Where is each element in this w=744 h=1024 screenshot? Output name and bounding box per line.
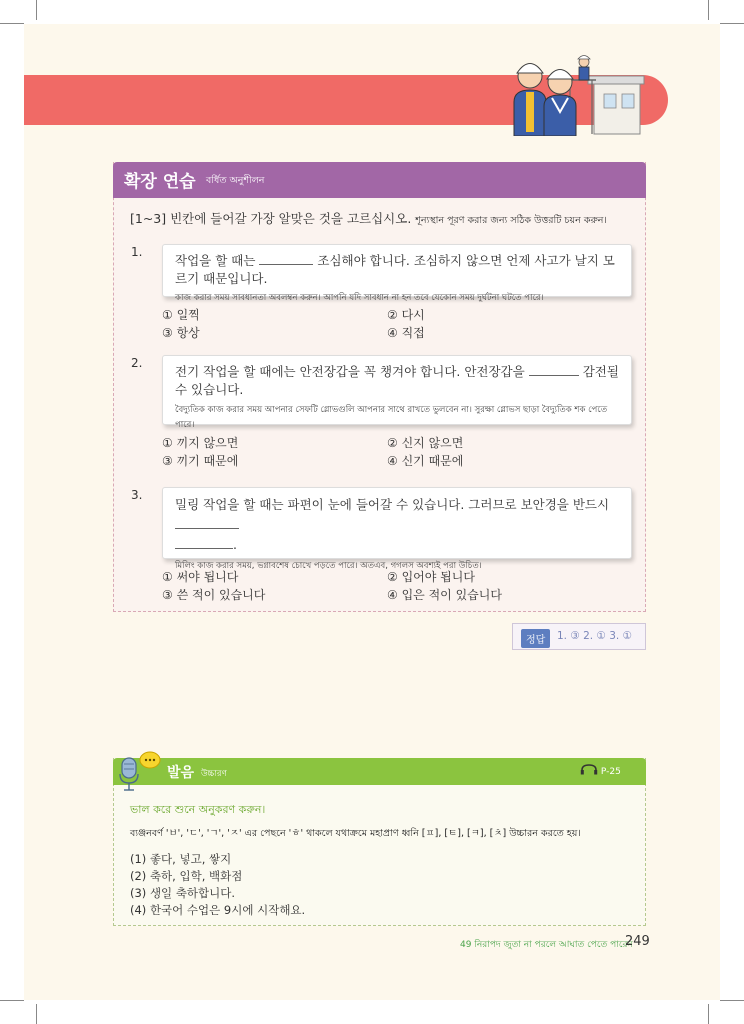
answer-label: 정답 bbox=[521, 629, 550, 648]
option-4[interactable]: ④ 신기 때문에 bbox=[387, 454, 464, 468]
microphone-icon bbox=[118, 750, 162, 792]
question-text-before: 밀링 작업을 할 때는 파편이 눈에 들어갈 수 있습니다. 그러므로 보안경을 반드시 bbox=[175, 497, 610, 512]
headphones-icon bbox=[580, 764, 598, 775]
answer-key bbox=[512, 623, 646, 650]
extension-practice-header bbox=[113, 162, 646, 198]
instruction-bengali: শূন্যস্থান পূরণ করার জন্য সঠিক উত্তরটি চয়ন করুন। bbox=[415, 215, 607, 226]
question-text-after: 조심해야 합니다. 조심하지 않으면 언제 사고가 날지 모르기 때문입니다. bbox=[175, 253, 615, 286]
crop-mark bbox=[36, 0, 37, 20]
chapter-title: 49 নিরাপদ জুতা না পরলে আঘাত পেতে পারেন bbox=[460, 940, 633, 950]
track-number: P-25 bbox=[600, 767, 621, 777]
option-2[interactable]: ② 신지 않으면 bbox=[387, 436, 464, 450]
question-text bbox=[175, 252, 621, 288]
instruction-korean: [1~3] 빈칸에 들어갈 가장 알맞은 것을 고르십시오. bbox=[130, 211, 412, 226]
option-4[interactable]: ④ 입은 적이 있습니다 bbox=[387, 588, 502, 602]
question-translation: বৈদ্যুতিক কাজ করার সময় আপনার সেফটি গ্লোভগুলি আপনার সাথে রাখতে ভুলবেন না। সুরক্ষা গ্লোভস ছাড়া বৈদ্যুতিক শক পেতে পারে। bbox=[175, 405, 608, 430]
question-translation: কাজ করার সময় সাবধানতা অবলম্বন করুন। আপনি যদি সাবধান না হন তবে যেকোন সময় দুর্ঘটনা ঘটতে পারে। bbox=[175, 293, 544, 303]
answer-blank bbox=[259, 253, 313, 265]
section-title: 발음 bbox=[167, 765, 195, 781]
pronunciation-rule: ব্যঞ্জনবর্ণ 'ㅂ', 'ㄷ', 'ㄱ', 'ㅈ' এর পেছনে 'ㅎ' থাকলে যথাক্রমে মহাপ্রাণ ধ্বনি [ㅍ], [ㅌ], [ㅋ], [ㅊ] উচ্চারন করতে হয়। bbox=[130, 828, 581, 839]
question-number: 1. bbox=[131, 245, 143, 259]
crop-mark bbox=[0, 1000, 24, 1001]
option-3[interactable]: ③ 쓴 적이 있습니다 bbox=[162, 588, 266, 602]
crop-mark bbox=[0, 23, 24, 24]
section-subtitle: উচ্চারণ bbox=[201, 769, 227, 779]
workers-illustration bbox=[508, 40, 648, 136]
question-text bbox=[175, 363, 621, 399]
question-translation: মিলিং কাজ করার সময়, ভগ্নাবশেষ চোখে পড়তে পারে। অতএব, গগলস অবশ্যই পরা উচিত। bbox=[175, 561, 482, 571]
crop-mark bbox=[36, 1004, 37, 1024]
crop-mark bbox=[720, 23, 744, 24]
question-box bbox=[162, 355, 632, 430]
option-1[interactable]: ① 일찍 bbox=[162, 308, 200, 322]
question-text-after: 감전될 수 있습니다. bbox=[175, 364, 619, 397]
question-box bbox=[162, 487, 632, 571]
crop-mark bbox=[720, 1000, 744, 1001]
audio-track[interactable] bbox=[580, 764, 621, 777]
crop-mark bbox=[708, 1004, 709, 1024]
option-3[interactable]: ③ 끼기 때문에 bbox=[162, 454, 239, 468]
question-text-before: 전기 작업을 할 때에는 안전장갑을 꼭 챙겨야 합니다. 안전장갑을 bbox=[175, 364, 525, 379]
question-number: 2. bbox=[131, 356, 143, 370]
question-box bbox=[162, 244, 632, 303]
crop-mark bbox=[708, 0, 709, 20]
pronunciation-item: (4) 한국어 수업은 9시에 시작해요. bbox=[130, 903, 306, 917]
answer-blank bbox=[175, 537, 233, 549]
option-2[interactable]: ② 다시 bbox=[387, 308, 425, 322]
option-4[interactable]: ④ 직접 bbox=[387, 326, 425, 340]
question-text-after: . bbox=[233, 537, 237, 552]
page-number: 249 bbox=[625, 934, 650, 949]
question-text bbox=[175, 495, 621, 555]
listen-instruction: ভাল করে শুনে অনুকরণ করুন। bbox=[130, 803, 266, 816]
section-subtitle: বর্ধিত অনুশীলন bbox=[206, 175, 265, 186]
option-2[interactable]: ② 입어야 됩니다 bbox=[387, 570, 475, 584]
answer-blank bbox=[175, 517, 239, 529]
section-title: 확장 연습 bbox=[124, 172, 196, 192]
answer-blank bbox=[529, 364, 579, 376]
pronunciation-item: (1) 좋다, 넣고, 쌓지 bbox=[130, 852, 232, 866]
option-3[interactable]: ③ 항상 bbox=[162, 326, 200, 340]
pronunciation-item: (3) 생일 축하합니다. bbox=[130, 886, 236, 900]
question-number: 3. bbox=[131, 488, 143, 502]
option-1[interactable]: ① 써야 됩니다 bbox=[162, 570, 239, 584]
instruction bbox=[130, 209, 607, 229]
option-1[interactable]: ① 끼지 않으면 bbox=[162, 436, 239, 450]
pronunciation-header bbox=[113, 758, 646, 785]
pronunciation-item: (2) 축하, 입학, 백화점 bbox=[130, 869, 243, 883]
answer-text: 1. ③ 2. ① 3. ① bbox=[557, 630, 632, 642]
question-text-before: 작업을 할 때는 bbox=[175, 253, 256, 268]
